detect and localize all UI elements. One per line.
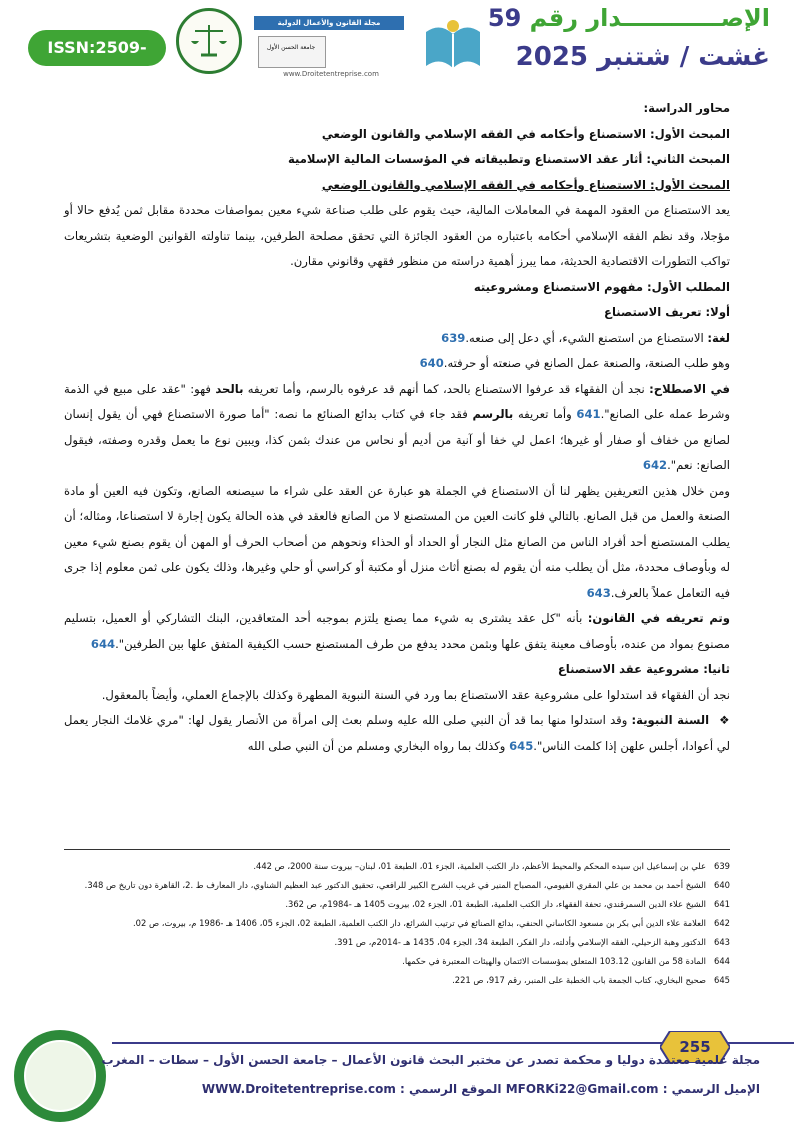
footnote-number: 644: [714, 956, 730, 966]
footnote-ref[interactable]: 645: [509, 738, 534, 753]
linguistic-definition-2: [64, 351, 730, 377]
footnote: [64, 953, 730, 970]
lab-logo: [176, 8, 242, 74]
text-span: الاستصناع من استصنع الشيء، أي دعل إلى صنعه.: [465, 330, 708, 345]
footnote: [64, 858, 730, 875]
footnote-text: الشيخ أحمد بن محمد بن علي المقري الفيومي، المصباح المنير في غريب الشرح الكبير للرافعي، تحقيق الدكتور عبد العظيم الشناوي، دار المعارف ط .2، القاهرة دون تاريخ ص 348.: [84, 880, 706, 890]
footnote-ref[interactable]: 643: [586, 585, 611, 600]
footnote-number: 643: [714, 937, 730, 947]
text-span: ومن خلال هذين التعريفين يظهر لنا أن الاستصناع في الجملة هو عبارة عن العقد على شراء ما سيصنعه الصانع، وتكون فيه العين أو مادة الصنعة والعمل من قبل الصانع. بالتالي فلو كانت العين من المستصنع لا من الصانع فالعقد في هذه الحالة يكون إجارة لا استصناعا، ومثاله؛ أن يطلب المستصنع أحد أفراد الناس من الصانع مثل النجار أو الحداد أو الحذاء ونحوهم من أصحاب الحرف أو المهن أن يقوم بصنع شيء معين له وبأوصاف محددة، مثل أن يطلب منه أن يقوم له بصنع أثاث منزل أو مكتبة أو كراسي أو حلي وغيرها، وذلك يكون على ثمن معلوم إذا جرى فيه التعامل عملاً بالعرف.: [64, 483, 730, 600]
footnote-number: 639: [714, 861, 730, 871]
issue-number: 59: [487, 4, 522, 32]
header-logos: [176, 6, 494, 96]
footnote-ref[interactable]: 640: [419, 356, 444, 370]
footnote: [64, 972, 730, 989]
website-small: www.Droitetentreprise.com: [283, 70, 379, 78]
book-logo-icon: [418, 12, 488, 82]
text-span: وقد استدلوا منها بما قد أن النبي صلى الله عليه وسلم بعث إلى امرأة من الأنصار يقول لها: "مري غلامك النجار يعمل لي أعوادا، أجلس علهن إذا كلمت الناس".: [64, 713, 730, 753]
legitimacy-heading: ثانيا: مشروعية عقد الاستصناع: [557, 662, 730, 676]
footnote-text: المادة 58 من القانون 103.12 المتعلق بمؤسسات الائتمان والهيئات المعتبرة في حكمها.: [402, 956, 706, 966]
footer-contact: [202, 1082, 760, 1096]
footnote-number: 640: [714, 880, 730, 890]
text-span: بأنه "كل عقد يشترى به شيء مما يصنع يلتزم بموجبه أحد المتعاقدين، البنك التشاركي أو العميل، بتسليم مصنوع بمواد من عنده، بأوصاف معينة يتفق علها وبثمن محدد يدفع من طرف المستصنع حسب الكيفية المتفق علها بين الطرفين".: [64, 611, 730, 651]
email-label: الإميل الرسمي :: [662, 1082, 760, 1096]
footnote-text: صحيح البخاري، كتاب الجمعة باب الخطبة على المنبر، رقم 917، ص 221.: [452, 975, 706, 985]
footnote-text: العلامة علاء الدين أبي بكر بن مسعود الكاساني الحنفي، بدائع الصنائع في ترتيب الشرائع، دار الكتب العلمية، الطبعة 02، الجزء 05، 1406 هـ -1986 م، بيروت، ص 02.: [132, 918, 706, 928]
journal-logo-text: مجلة القانون والأعمال الدولية: [277, 19, 381, 27]
footnote-ref[interactable]: 642: [642, 458, 668, 472]
text-span: فقد جاء في كتاب بدائع الصنائع ما نصه: "أما صورة الاستصناع فهي أن يقول إنسان لصانع من خفاف أو صفار أو غيرها؛ اعمل لي خفا أو آنية من أديم أو نحاس من عندك بثمن كذا، ويبين نوع ما يعمل وقدره وصفته، فيقول الصانع: نعم".: [64, 407, 730, 472]
scales-icon: [179, 11, 239, 71]
footnotes: [64, 858, 730, 991]
site-link[interactable]: WWW.Droitetentreprise.com: [201, 1082, 396, 1096]
section-heading: المبحث الأول: الاستصناع وأحكامه في الفقه الإسلامي والقانون الوضعي: [321, 177, 730, 192]
article-body: [64, 96, 730, 759]
subsection-heading: المطلب الأول: مفهوم الاستصناع ومشروعيته: [473, 279, 730, 294]
footnote-number: 641: [714, 899, 730, 909]
analysis-paragraph: [64, 479, 730, 607]
footnote-ref[interactable]: 641: [576, 407, 601, 421]
footnote: [64, 934, 730, 951]
definition-heading: أولا: تعريف الاستصناع: [604, 305, 730, 319]
footnote-text: الدكتور وهبة الزحيلي، الفقه الإسلامي وأدلته، دار الفكر، الطبعة 34، الجزء 04، 1435 هـ -2014م، ص 391.: [334, 937, 706, 947]
university-logo: [258, 36, 326, 68]
footnote-text: علي بن إسماعيل ابن سيده المحكم والمحيط الأعظم، دار الكتب العلمية، الجزء 01، الطبعة 01، لبنان– بيروت سنة 2000، ص 442.: [253, 861, 706, 871]
footnote-text: الشيخ علاء الدين السمرقندي، تحفة الفقهاء، دار الكتب العلمية، الطبعة 01، الجزء 02، بيروت 1405 هـ -1984م، ص 362.: [285, 899, 706, 909]
text-span: وهو طلب الصنعة، والصنعة عمل الصانع في صنعته أو حرفته.: [443, 356, 730, 370]
issue-label: الإصــــــــــــدار رقم: [529, 4, 770, 32]
footnote-number: 645: [714, 975, 730, 985]
text-span: وأما تعريفه: [513, 407, 577, 421]
text-span: فهو: "عقد على مبيع في الذمة وشرط عمله على الصانع".: [64, 381, 730, 421]
study-axes-label: محاور الدراسة:: [643, 101, 730, 115]
text-span: وكذلك بما رواه البخاري ومسلم من أن النبي صلى الله: [247, 738, 510, 753]
term-bold: وتم تعريفه في القانون:: [587, 611, 730, 625]
site-label: الموقع الرسمي :: [400, 1082, 502, 1096]
issue-line: [488, 4, 770, 32]
term-lugha: لغة:: [707, 330, 730, 345]
footnote: [64, 877, 730, 894]
email-link[interactable]: MFORKi22@Gmail.com: [505, 1082, 659, 1096]
university-seal-inner: [24, 1040, 96, 1112]
section-2-outline: المبحث الثاني: أثار عقد الاستصناع وتطبيقاته في المؤسسات المالية الإسلامية: [287, 152, 730, 166]
footnote-divider: [64, 849, 730, 850]
technical-definition: [64, 377, 730, 479]
intro-paragraph: يعد الاستصناع من العقود المهمة في المعاملات المالية، حيث يقوم على طلب صناعة شيء معين بمواصفات محددة مقابل ثمن يُدفع حالا أو مؤجلا، وقد نظم الفقه الإسلامي أحكامه باعتباره من العقود الجائزة التي تحقق مصلحة الطرفين، بينما تناولته القوانين الوضعية بتشريعات تواكب التطورات الاقتصادية الحديثة، مما يبرز أهمية دراسته من منظور فقهي وقانوني مقارن.: [64, 203, 730, 268]
footnote-ref[interactable]: 644: [90, 636, 116, 651]
section-1-outline: المبحث الأول: الاستصناع وأحكامه في الفقه الإسلامي والقانون الوضعي: [321, 126, 730, 141]
text-span: نجد أن الفقهاء قد عرفوا الاستصناع بالحد، كما أنهم قد عرفوه بالرسم، وأما تعريفه: [243, 381, 650, 396]
footnote-number: 642: [714, 918, 730, 928]
issue-date: غشت / شتنبر 2025: [515, 42, 770, 72]
linguistic-definition: [64, 326, 730, 352]
university-logo-text: جامعة الحسن الأول: [266, 44, 316, 51]
sunnah-paragraph: [64, 708, 730, 759]
term-bold: بالحد: [215, 381, 244, 396]
footnote: [64, 896, 730, 913]
page-number: 255: [679, 1038, 711, 1056]
footnote: [64, 915, 730, 932]
term-bold: بالرسم: [472, 407, 514, 421]
footnote-ref[interactable]: 639: [441, 330, 466, 345]
term-bold: السنة النبوية:: [631, 713, 710, 727]
issn-badge: ISSN:2509-0291: [28, 30, 166, 66]
footer-journal-info: مجلة علمية معتمدة دوليا و محكمة تصدر عن مختبر البحث قانون الأعمال – جامعة الحسن الأول – سطات – المغرب: [101, 1053, 760, 1067]
legal-definition: [64, 606, 730, 657]
legitimacy-paragraph: نجد أن الفقهاء قد استدلوا على مشروعية عقد الاستصناع بما ورد في السنة النبوية المطهرة وكذلك بالإجماع العملي، وأيضاً بالمعقول.: [101, 687, 730, 702]
diamond-bullet-icon: ❖: [719, 713, 731, 727]
term-istilah: في الاصطلاح:: [649, 381, 730, 396]
